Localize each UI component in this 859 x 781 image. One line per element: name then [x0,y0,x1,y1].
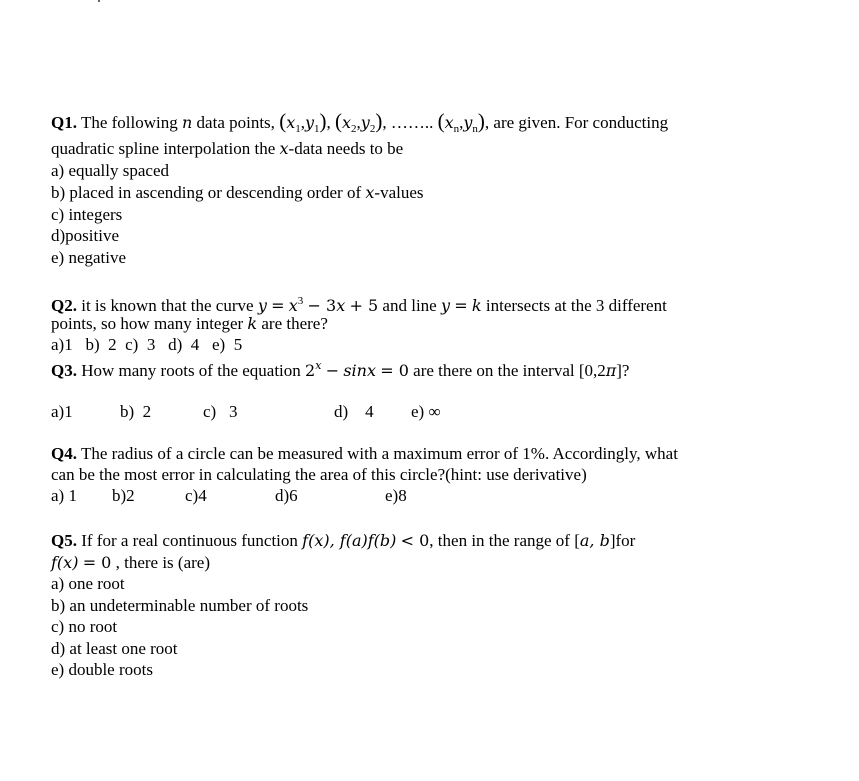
q1-mid: data points, [196,113,275,132]
q1-number: Q1. [51,113,77,132]
q4-line1: Q4. The radius of a circle can be measured with a maximum error of 1%. Accordingly, what [51,444,678,463]
q3-option-a: a)1 [51,402,73,421]
q1-line2b: -data needs to be [288,139,404,158]
q5-line1: Q5. If for a real continuous function f(x), f(a)f(b) < 0, then in the range of [a, b]for [51,531,636,550]
q3-number: Q3. [51,361,77,380]
q1-point2: $(x_2,y_2)$, [335,109,387,135]
q1-point1: $(x_1,y_1)$, [279,109,331,135]
q5-number: Q5. [51,531,77,550]
q1-option-d: d)positive [51,226,119,245]
q1-option-e: e) negative [51,248,127,267]
q1-option-c: c) integers [51,205,123,224]
q3-option-e: e) ∞ [411,402,441,421]
q2-options: a)1 b) 2 c) 3 d) 4 e) 5 [51,335,243,354]
q1-n: n [181,113,193,132]
q4-option-a: a) 1 [51,486,77,505]
q1-option-a: a) equally spaced [51,161,169,180]
q5-line2: f(x) = 0 , there is (are) [51,553,210,572]
q4-option-e: e)8 [385,486,407,505]
q3-option-d: d) 4 [334,402,374,421]
q1-line2 [51,139,403,159]
q1-xvar: x [279,139,289,158]
q2-line1: Q2. it is known that the curve $y = x^3 - 3x + 5$ and line y = k intersects at the 3 different [51,295,667,315]
q1-line1 [51,111,668,139]
q1-option-b: b) placed in ascending or descending order of x-values [51,183,424,202]
q4-option-b: b)2 [112,486,135,505]
q1-pointn: $(x_n,y_n)$ [437,109,485,135]
stray-dot [98,0,100,2]
q1-line2a: quadratic spline interpolation the [51,139,276,158]
q1-intro: The following [80,113,178,132]
q5-option-e: e) double roots [51,660,153,679]
q1-dots: …….. [390,113,434,132]
q4-option-c: c)4 [185,486,207,505]
q5-option-b: b) an undeterminable number of roots [51,596,309,615]
q1-tail: , are given. For conducting [484,113,669,132]
q4-line2: can be the most error in calculating the area of this circle?(hint: use derivative) [51,465,587,484]
q5-option-c: c) no root [51,617,118,636]
q4-number: Q4. [51,444,77,463]
q2-line2: points, so how many integer k are there? [51,314,328,333]
q3-option-c: c) 3 [203,402,238,421]
q4-option-d: d)6 [275,486,298,505]
q5-option-a: a) one root [51,574,125,593]
q3-option-b: b) 2 [120,402,152,421]
q3-line1: Q3. How many roots of the equation 2$^x$ − sinx = 0 are there on the interval [0,2π]? [51,359,630,380]
q2-number: Q2. [51,296,77,315]
q5-option-d: d) at least one root [51,639,178,658]
